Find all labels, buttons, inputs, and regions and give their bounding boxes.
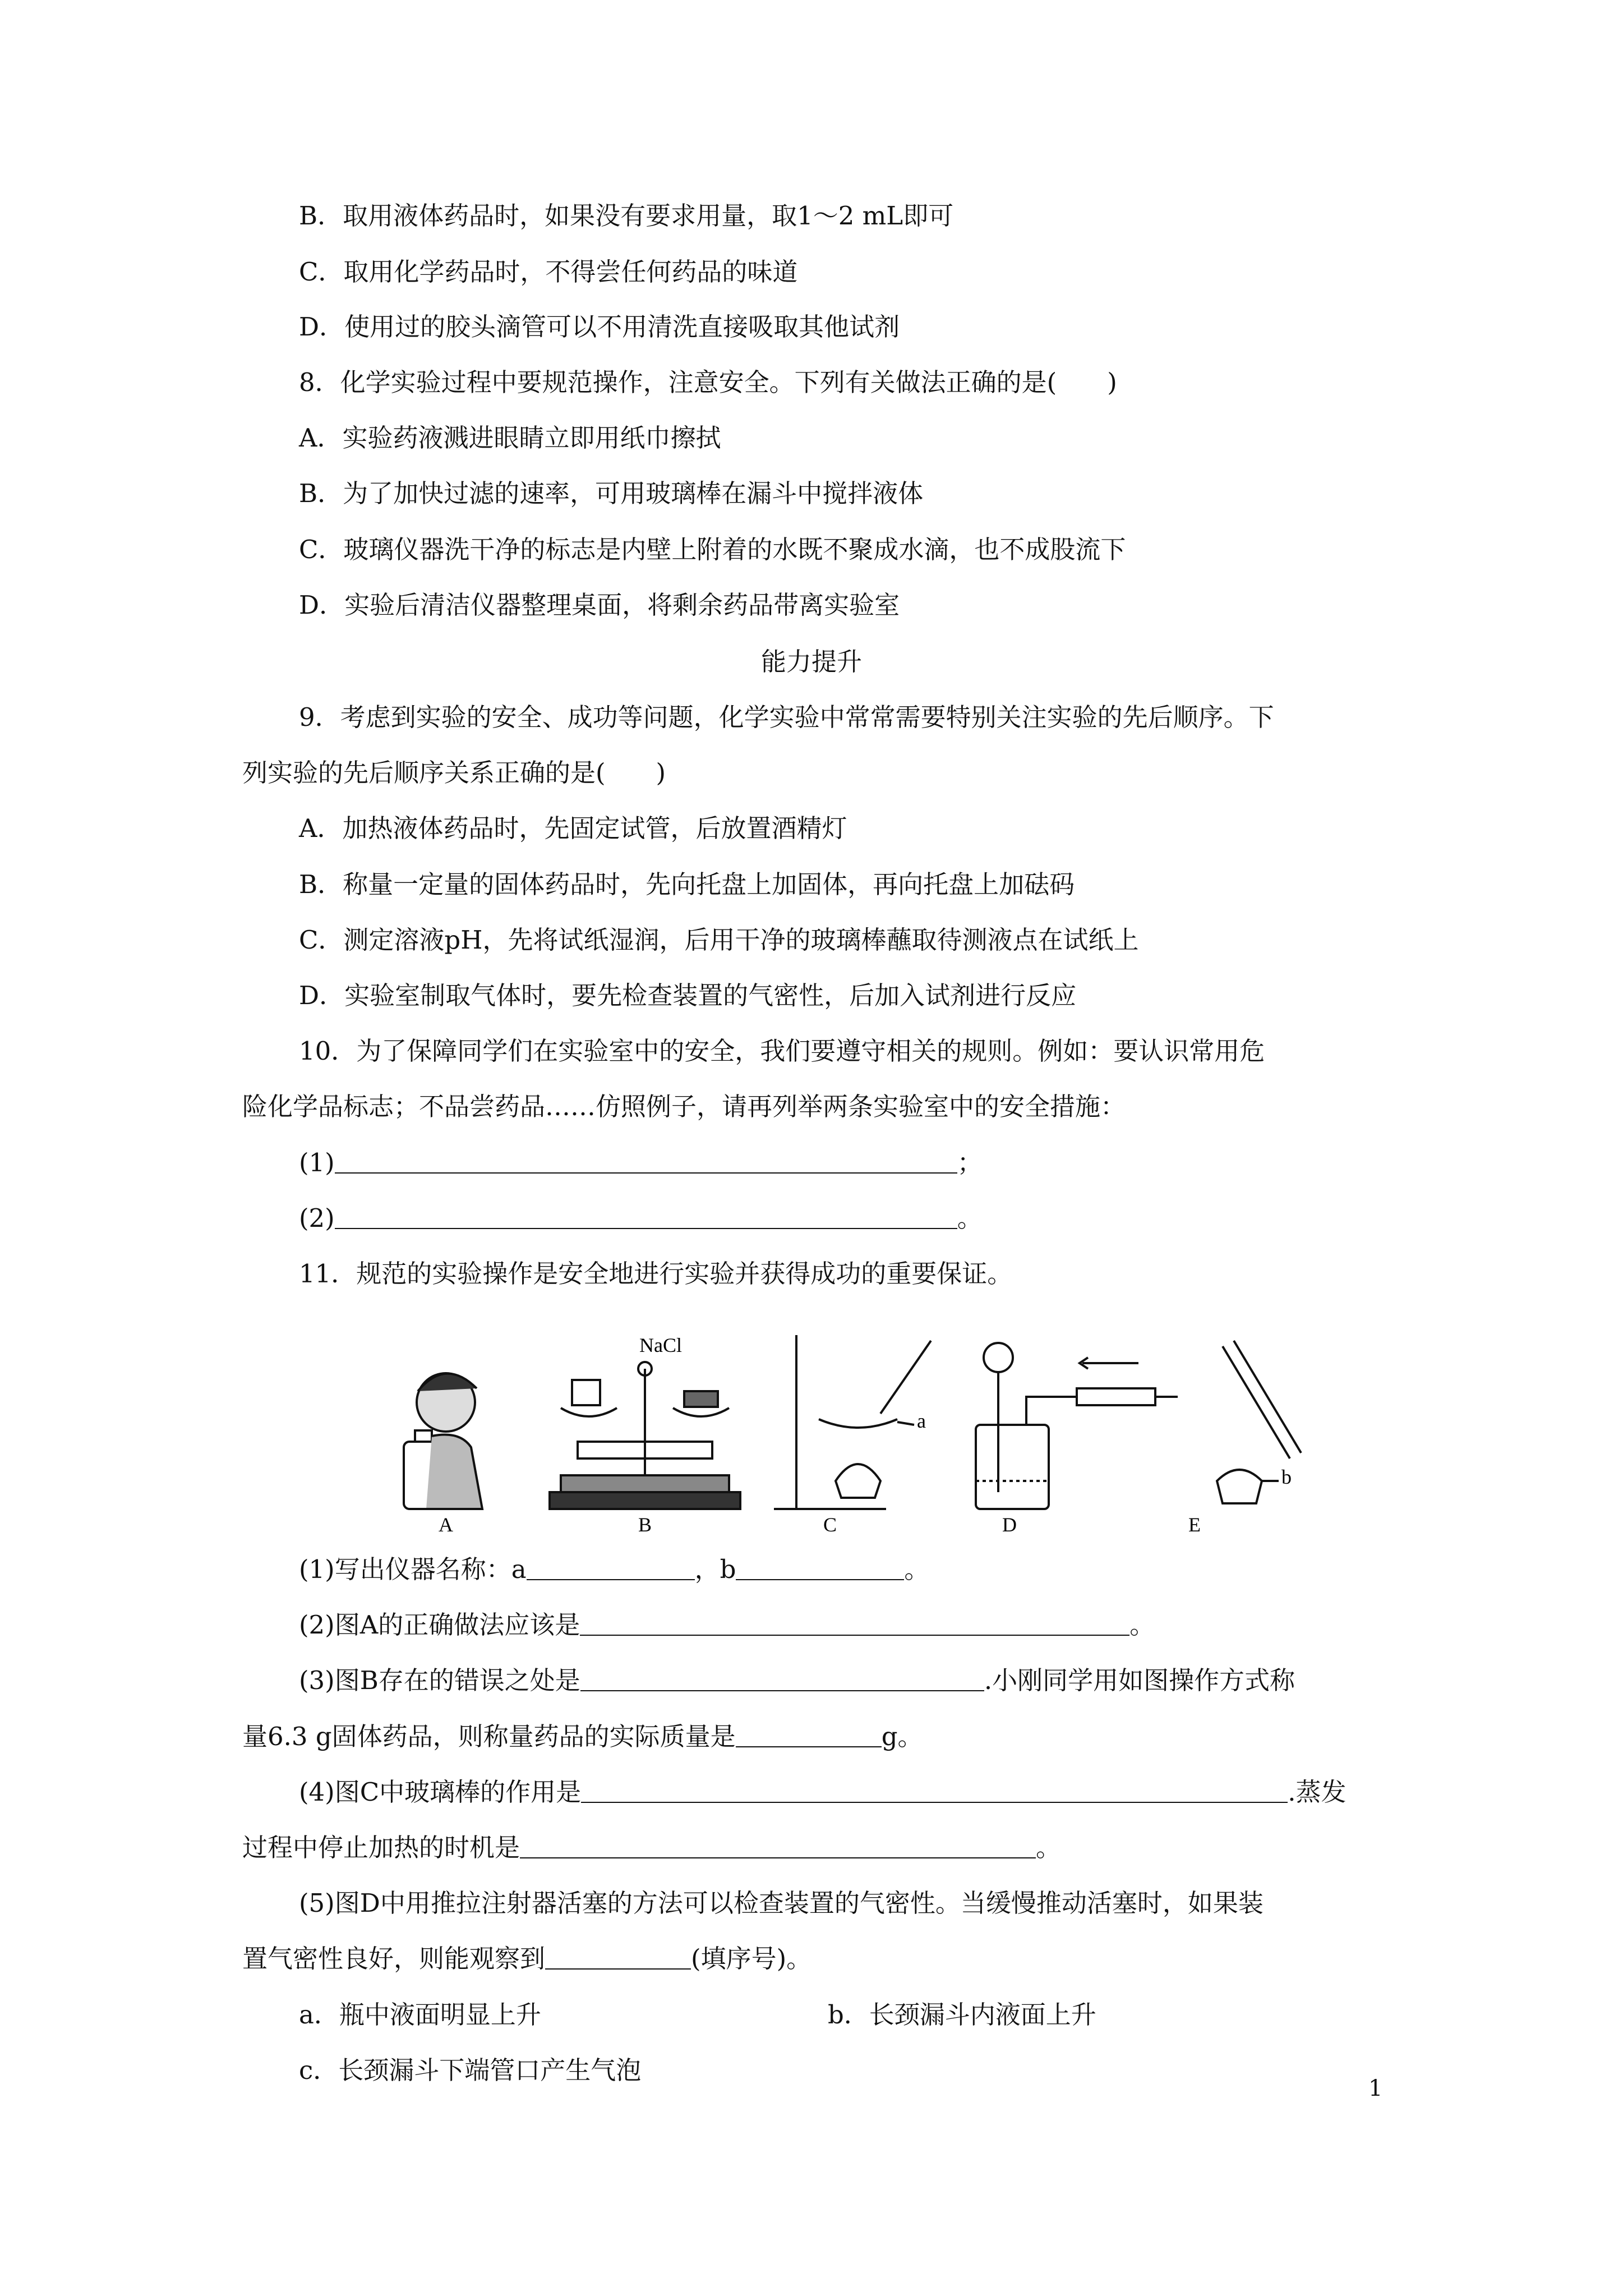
q11-part-1-label: (1)写出仪器名称：a: [299, 1554, 527, 1584]
question-10-line1: 10．为了保障同学们在实验室中的安全，我们要遵守相关的规则。例如：要认识常用危: [299, 1036, 1265, 1066]
q10-answer-2-blank[interactable]: [335, 1205, 957, 1229]
q11-part-3-mass-blank[interactable]: [736, 1724, 882, 1747]
figure-a-person-smelling: [404, 1373, 482, 1509]
q11-part-3-line1: [299, 1664, 1295, 1697]
q11-part-3-line2: [242, 1720, 923, 1754]
q10-answer-2-end: 。: [957, 1203, 983, 1233]
q11-part-5-option-a: a．瓶中液面明显上升: [299, 2000, 541, 2030]
q8-option-c: C．玻璃仪器洗干净的标志是内壁上附着的水既不聚成水滴，也不成股流下: [299, 535, 1126, 564]
figure-label-c: C: [823, 1513, 837, 1536]
figure-b-balance: [550, 1362, 740, 1509]
q11-part-5-option-b: b．长颈漏斗内液面上升: [828, 2000, 1096, 2030]
q11-part-4-end: 。: [1036, 1833, 1062, 1862]
q11-part-1-mid: ，b: [694, 1554, 736, 1584]
q11-part-4-line1: [299, 1775, 1347, 1809]
figure-label-a: A: [439, 1513, 453, 1536]
q11-part-5-end: (填序号)。: [691, 1944, 812, 1973]
q10-answer-1-end: ；: [957, 1148, 983, 1177]
q11-part-1: [299, 1553, 929, 1586]
q10-answer-1-blank[interactable]: [335, 1150, 957, 1174]
q11-part-4-text: 过程中停止加热的时机是: [242, 1833, 520, 1862]
section-title: 能力提升: [760, 647, 862, 677]
q11-part-3-blank[interactable]: [580, 1668, 984, 1691]
option-d-line: D．使用过的胶头滴管可以不用清洗直接吸取其他试剂: [299, 312, 900, 342]
q11-part-4-timing-blank[interactable]: [520, 1835, 1036, 1858]
q11-part-3-text: 量6.3 g固体药品，则称量药品的实际质量是: [242, 1722, 736, 1751]
q11-part-5-line1: (5)图D中用推拉注射器活塞的方法可以检查装置的气密性。当缓慢推动活塞时，如果装: [299, 1888, 1264, 1918]
question-8: 8．化学实验过程中要规范操作，注意安全。下列有关做法正确的是( ): [299, 367, 1117, 397]
q11-part-2: [299, 1608, 1155, 1642]
question-11: 11．规范的实验操作是安全地进行实验并获得成功的重要保证。: [299, 1259, 1013, 1289]
q10-answer-1: [299, 1146, 983, 1180]
q11-part-5-text: 置气密性良好，则能观察到: [242, 1944, 546, 1973]
q11-part-4-cont: .蒸发: [1288, 1777, 1347, 1807]
question-10-line2: 险化学品标志；不品尝药品……仿照例子，请再列举两条实验室中的安全措施：: [242, 1092, 1126, 1121]
q9-option-c: C．测定溶液pH，先将试纸湿润，后用干净的玻璃棒蘸取待测液点在试纸上: [299, 925, 1139, 955]
q11-part-3-cont: .小刚同学用如图操作方式称: [984, 1665, 1295, 1695]
page-number: 1: [1368, 2076, 1383, 2101]
q11-part-1-blank-b[interactable]: [736, 1557, 904, 1580]
question-9-line2: 列实验的先后顺序关系正确的是( ): [242, 758, 666, 788]
figure-c-evaporation: [774, 1335, 931, 1509]
q8-option-a: A．实验药液溅进眼睛立即用纸巾擦拭: [299, 423, 721, 453]
q9-option-b: B．称量一定量的固体药品时，先向托盘上加固体，再向托盘上加砝码: [299, 869, 1075, 899]
q11-part-4-blank[interactable]: [581, 1779, 1288, 1803]
figure-label-e: E: [1188, 1513, 1201, 1536]
q11-part-2-label: (2)图A的正确做法应该是: [299, 1610, 580, 1640]
q11-part-1-blank-a[interactable]: [527, 1557, 695, 1580]
q11-part-1-end: 。: [904, 1554, 930, 1584]
q11-part-5-option-c: c．长颈漏斗下端管口产生气泡: [299, 2055, 642, 2085]
lab-apparatus-figure: [393, 1313, 1324, 1537]
q9-option-a: A．加热液体药品时，先固定试管，后放置酒精灯: [299, 813, 847, 843]
mark-a-label: a: [917, 1410, 926, 1432]
q8-option-b: B．为了加快过滤的速率，可用玻璃棒在漏斗中搅拌液体: [299, 478, 924, 508]
q11-part-4-label: (4)图C中玻璃棒的作用是: [299, 1777, 582, 1807]
figure-d-airtightness-check: [976, 1343, 1178, 1509]
question-9-line1: 9．考虑到实验的安全、成功等问题，化学实验中常常需要特别关注实验的先后顺序。下: [299, 702, 1274, 732]
nacl-label: NaCl: [639, 1334, 682, 1356]
q10-answer-2-label: (2): [299, 1203, 335, 1233]
option-b-line: B．取用液体药品时，如果没有要求用量，取1～2 mL即可: [299, 201, 954, 231]
figure-label-d: D: [1002, 1513, 1017, 1536]
q11-part-3-unit: g。: [881, 1722, 923, 1751]
option-c-line: C．取用化学药品时，不得尝任何药品的味道: [299, 257, 798, 287]
q9-option-d: D．实验室制取气体时，要先检查装置的气密性，后加入试剂进行反应: [299, 981, 1077, 1010]
q11-part-5-line2: [242, 1942, 811, 1976]
mark-b-label: b: [1281, 1466, 1292, 1488]
q11-part-3-label: (3)图B存在的错误之处是: [299, 1665, 580, 1695]
q10-answer-2: [299, 1202, 983, 1235]
q11-part-2-blank[interactable]: [580, 1612, 1129, 1636]
figure-label-b: B: [638, 1513, 652, 1536]
q11-part-5-blank[interactable]: [545, 1946, 691, 1970]
q8-option-d: D．实验后清洁仪器整理桌面，将剩余药品带离实验室: [299, 590, 900, 620]
q11-part-4-line2: [242, 1831, 1061, 1865]
q11-part-2-end: 。: [1129, 1610, 1155, 1640]
q10-answer-1-label: (1): [299, 1148, 335, 1177]
